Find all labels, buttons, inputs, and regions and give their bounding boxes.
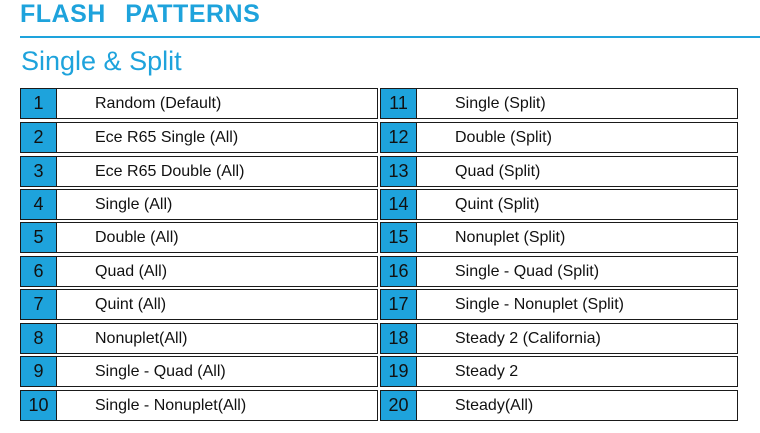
pattern-label: Quad (Split) (455, 162, 541, 180)
pattern-label: Single - Nonuplet(All) (95, 396, 247, 414)
section-subtitle: Single & Split (21, 46, 182, 76)
pattern-number: 14 (381, 190, 417, 219)
pattern-number: 12 (381, 123, 417, 152)
pattern-label: Steady(All) (455, 396, 534, 414)
pattern-number: 5 (21, 223, 57, 252)
pattern-number: 15 (381, 223, 417, 252)
pattern-row (20, 222, 378, 253)
page-title: FLASH PATTERNS (20, 0, 261, 28)
pattern-label: Single (All) (95, 195, 173, 213)
pattern-row (20, 256, 378, 287)
pattern-number: 17 (381, 290, 417, 319)
pattern-row (380, 222, 738, 253)
pattern-row (380, 122, 738, 153)
pattern-label: Quint (Split) (455, 195, 540, 213)
pattern-label: Double (Split) (455, 128, 552, 146)
pattern-label: Steady 2 (California) (455, 329, 601, 347)
pattern-number: 4 (21, 190, 57, 219)
pattern-label: Nonuplet (Split) (455, 228, 566, 246)
pattern-number: 6 (21, 257, 57, 286)
pattern-number: 18 (381, 324, 417, 353)
pattern-row (380, 323, 738, 354)
pattern-row (20, 289, 378, 320)
pattern-label: Double (All) (95, 228, 179, 246)
flash-pattern-table (20, 88, 740, 422)
pattern-number: 8 (21, 324, 57, 353)
pattern-row (380, 156, 738, 187)
pattern-number: 13 (381, 157, 417, 186)
pattern-number: 1 (21, 89, 57, 118)
pattern-label: Quad (All) (95, 262, 168, 280)
pattern-row (20, 88, 378, 119)
pattern-number: 16 (381, 257, 417, 286)
pattern-number: 9 (21, 357, 57, 386)
pattern-number: 10 (21, 391, 57, 420)
pattern-row (380, 356, 738, 387)
pattern-label: Single - Quad (All) (95, 362, 226, 380)
pattern-label: Ece R65 Double (All) (95, 162, 245, 180)
pattern-label: Single (Split) (455, 94, 546, 112)
pattern-label: Single - Quad (Split) (455, 262, 600, 280)
pattern-row (380, 289, 738, 320)
pattern-label: Random (Default) (95, 94, 222, 112)
pattern-number: 2 (21, 123, 57, 152)
pattern-number: 3 (21, 157, 57, 186)
pattern-row (20, 189, 378, 220)
pattern-label: Single - Nonuplet (Split) (455, 295, 624, 313)
pattern-label: Quint (All) (95, 295, 167, 313)
pattern-row (20, 390, 378, 421)
pattern-column-right (380, 88, 740, 422)
pattern-label: Steady 2 (455, 362, 519, 380)
pattern-row (380, 256, 738, 287)
pattern-number: 19 (381, 357, 417, 386)
pattern-row (20, 323, 378, 354)
pattern-row (380, 189, 738, 220)
pattern-row (20, 122, 378, 153)
pattern-label: Nonuplet(All) (95, 329, 188, 347)
pattern-row (20, 156, 378, 187)
pattern-row (380, 390, 738, 421)
pattern-row (20, 356, 378, 387)
pattern-number: 11 (381, 89, 417, 118)
pattern-label: Ece R65 Single (All) (95, 128, 239, 146)
pattern-row (380, 88, 738, 119)
pattern-column-left (20, 88, 380, 422)
pattern-number: 20 (381, 391, 417, 420)
title-divider (20, 36, 760, 38)
pattern-number: 7 (21, 290, 57, 319)
